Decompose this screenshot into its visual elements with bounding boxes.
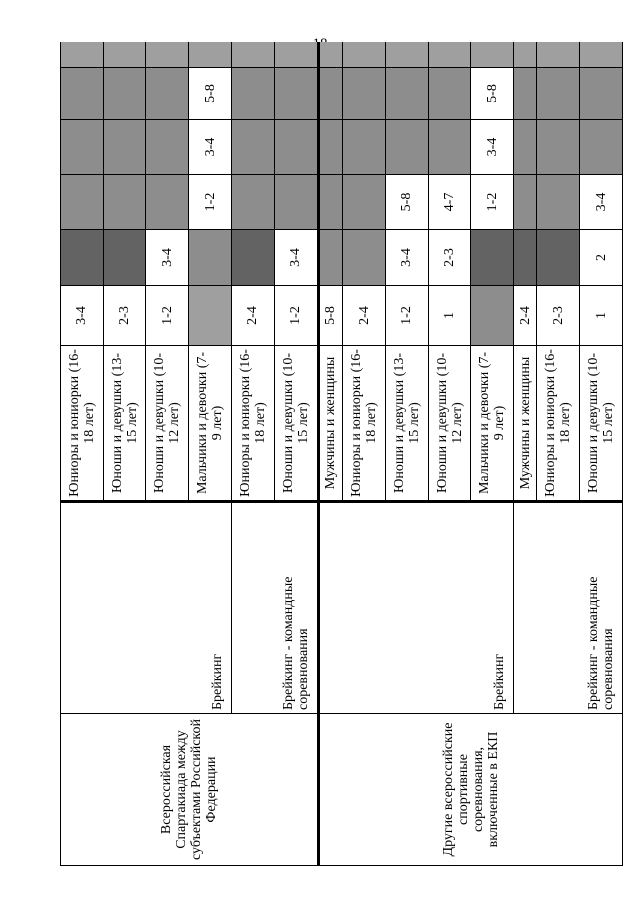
rank-cell xyxy=(318,120,343,175)
rank-cell xyxy=(61,175,104,230)
ranks-table xyxy=(60,42,623,866)
rank-cell xyxy=(146,175,189,230)
rank-cell xyxy=(471,286,514,346)
rank-cell: 5-8 xyxy=(385,175,428,230)
rank-cell xyxy=(61,42,104,68)
rank-cell xyxy=(274,42,318,68)
age-group-cell: Юниоры и юниорки (16-18 лет) xyxy=(231,346,274,502)
rank-cell xyxy=(514,120,537,175)
rank-cell: 2-4 xyxy=(231,286,274,346)
rank-cell: 1-2 xyxy=(146,286,189,346)
rank-cell: 2 xyxy=(580,230,623,286)
rank-cell xyxy=(61,230,104,286)
age-group-cell: Юноши и девушки (10-15 лет) xyxy=(274,346,318,502)
rank-cell: 2-3 xyxy=(428,230,471,286)
rank-cell xyxy=(385,68,428,120)
rank-cell xyxy=(231,175,274,230)
rank-cell xyxy=(146,68,189,120)
rank-cell xyxy=(580,42,623,68)
rank-cell: 1 xyxy=(580,286,623,346)
table-row xyxy=(318,42,343,866)
discipline-cell: Брейкинг xyxy=(318,502,513,714)
rank-cell xyxy=(318,42,343,68)
rank-cell xyxy=(274,68,318,120)
rank-cell xyxy=(471,230,514,286)
rank-cell: 1-2 xyxy=(385,286,428,346)
rank-cell: 5-8 xyxy=(189,68,232,120)
age-group-cell: Мужчины и женщины xyxy=(514,346,537,502)
rank-cell xyxy=(103,230,146,286)
rank-cell xyxy=(428,42,471,68)
rank-cell: 1-2 xyxy=(189,175,232,230)
rank-cell xyxy=(537,175,580,230)
rank-cell xyxy=(537,120,580,175)
age-group-cell: Юниоры и юниорки (16-18 лет) xyxy=(537,346,580,502)
rank-cell xyxy=(385,120,428,175)
rank-cell: 1 xyxy=(428,286,471,346)
rank-cell xyxy=(343,175,386,230)
age-group-cell: Мальчики и девочки (7-9 лет) xyxy=(471,346,514,502)
rank-cell: 2-3 xyxy=(103,286,146,346)
rank-cell xyxy=(428,120,471,175)
rank-cell: 5-8 xyxy=(318,286,343,346)
age-group-cell: Юноши и девушки (13-15 лет) xyxy=(385,346,428,502)
rank-cell xyxy=(189,230,232,286)
rank-cell xyxy=(343,120,386,175)
rank-cell xyxy=(471,42,514,68)
rank-cell: 2-4 xyxy=(343,286,386,346)
rank-cell: 4-7 xyxy=(428,175,471,230)
rank-cell xyxy=(231,68,274,120)
document-page xyxy=(60,42,623,866)
rank-cell xyxy=(385,42,428,68)
event-cell: Другие всероссийские спортивные соревнования, включенные в ЕКП xyxy=(318,714,622,866)
rank-cell: 5-8 xyxy=(471,68,514,120)
table-row xyxy=(61,42,104,866)
rank-cell xyxy=(514,230,537,286)
age-group-cell: Юноши и девушки (13-15 лет) xyxy=(103,346,146,502)
age-group-cell: Юноши и девушки (10-12 лет) xyxy=(428,346,471,502)
rotated-table-wrapper xyxy=(60,42,623,866)
rank-cell xyxy=(343,42,386,68)
rank-cell xyxy=(514,42,537,68)
rank-cell: 3-4 xyxy=(61,286,104,346)
rank-cell xyxy=(318,68,343,120)
rank-cell xyxy=(537,42,580,68)
rank-cell xyxy=(274,175,318,230)
rank-cell xyxy=(103,42,146,68)
rank-cell xyxy=(61,120,104,175)
rank-cell xyxy=(537,230,580,286)
rank-cell: 3-4 xyxy=(580,175,623,230)
age-group-cell: Юниоры и юниорки (16-18 лет) xyxy=(343,346,386,502)
rank-cell xyxy=(231,120,274,175)
age-group-cell: Юноши и девушки (10-12 лет) xyxy=(146,346,189,502)
event-cell: Всероссийская Спартакиада между субъектами Российской Федерации xyxy=(61,714,319,866)
rank-cell xyxy=(274,120,318,175)
rank-cell xyxy=(514,175,537,230)
rank-cell xyxy=(146,120,189,175)
rank-cell xyxy=(580,68,623,120)
rank-cell: 3-4 xyxy=(471,120,514,175)
discipline-cell: Брейкинг - командные соревнования xyxy=(514,502,623,714)
discipline-cell: Брейкинг - командные соревнования xyxy=(231,502,318,714)
rank-cell: 3-4 xyxy=(274,230,318,286)
rank-cell xyxy=(343,68,386,120)
age-group-cell: Мальчики и девочки (7-9 лет) xyxy=(189,346,232,502)
rank-cell xyxy=(103,175,146,230)
rank-cell: 3-4 xyxy=(146,230,189,286)
rank-cell xyxy=(537,68,580,120)
rank-cell xyxy=(428,68,471,120)
rank-cell xyxy=(318,175,343,230)
rank-cell xyxy=(343,230,386,286)
rank-cell xyxy=(146,42,189,68)
rank-cell xyxy=(189,42,232,68)
rank-cell: 1-2 xyxy=(274,286,318,346)
rank-cell: 2-3 xyxy=(537,286,580,346)
rank-cell xyxy=(231,230,274,286)
rank-cell: 1-2 xyxy=(471,175,514,230)
rank-cell xyxy=(580,120,623,175)
rank-cell xyxy=(231,42,274,68)
rank-cell: 3-4 xyxy=(385,230,428,286)
rank-cell xyxy=(61,68,104,120)
rank-cell: 3-4 xyxy=(189,120,232,175)
rank-cell xyxy=(103,68,146,120)
age-group-cell: Мужчины и женщины xyxy=(318,346,343,502)
rank-cell xyxy=(514,68,537,120)
rank-cell: 2-4 xyxy=(514,286,537,346)
rank-cell xyxy=(318,230,343,286)
age-group-cell: Юноши и девушки (10-15 лет) xyxy=(580,346,623,502)
rank-cell xyxy=(103,120,146,175)
age-group-cell: Юниоры и юниорки (16-18 лет) xyxy=(61,346,104,502)
rank-cell xyxy=(189,286,232,346)
discipline-cell: Брейкинг xyxy=(61,502,232,714)
